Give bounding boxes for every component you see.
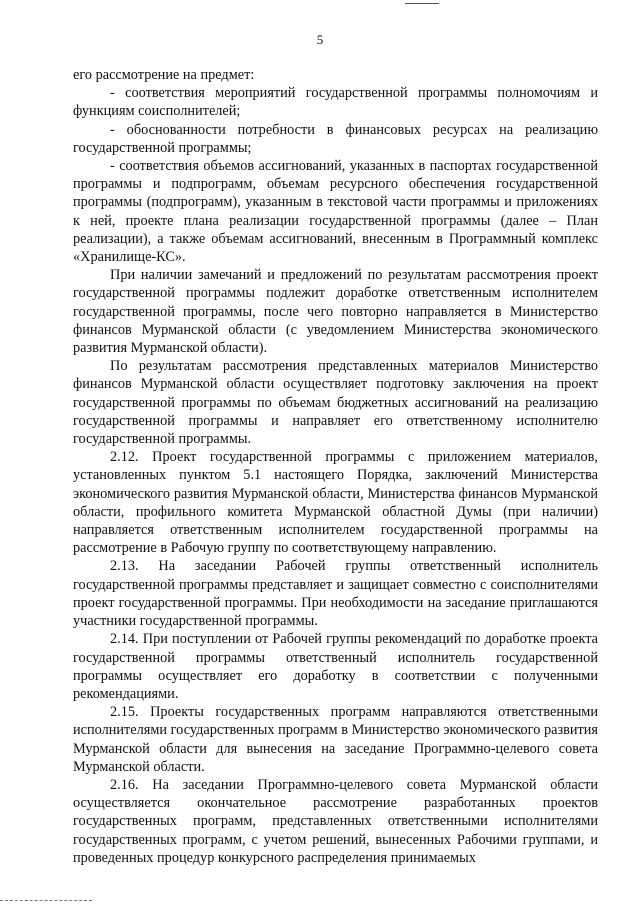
paragraph-2-12: 2.12. Проект государственной программы с приложением материалов, установленных пунктом 5.1 настоящего Порядка, заключений Министерства экономического развития Мурманской области, Министерства финансов Мурманской области, профильного комитета Мурманской областной Думы (при наличии) направляется ответственным исполнителем государственной программы на рассмотрение в Рабочую группу по соответствующему направлению. [73, 449, 598, 557]
paragraph-2-15: 2.15. Проекты государственных программ направляются ответственными исполнителями государственных программ в Министерство экономического развития Мурманской области для вынесения на заседание Программно-целевого совета Мурманской области. [73, 704, 598, 775]
list-item-financial-needs: - обоснованности потребности в финансовых ресурсах на реализацию государственной программы; [73, 121, 598, 156]
top-edge-mark [405, 3, 439, 4]
list-item-functions: - соответствия мероприятий государственной программы полномочиям и функциям соисполнителей; [73, 85, 598, 120]
paragraph-remarks: При наличии замечаний и предложений по результатам рассмотрения проект государственной программы подлежит доработке ответственным исполнителем государственной программы, после чего повторно направляется в Министерство финансов Мурманской области (с уведомлением Министерства экономического развития Мурманской области). [73, 267, 598, 357]
paragraph-finance-conclusion: По результатам рассмотрения представленных материалов Министерство финансов Мурманской области осуществляет подготовку заключения на проект государственной программы по объемам бюджетных ассигнований на реализацию государственной программы и направляет его ответственному исполнителю государственной программы. [73, 358, 598, 448]
paragraph-2-16: 2.16. На заседании Программно-целевого совета Мурманской области осуществляется окончательное рассмотрение разработанных проектов государственных программ, представленных ответственными исполнителями государственных программ, с учетом решений, вынесенных Рабочими группами, и проведенных процедур конкурсного распределения принимаемых [73, 776, 598, 866]
bottom-edge-line [0, 900, 92, 902]
document-body [73, 66, 598, 867]
paragraph-intro: его рассмотрение на предмет: [73, 67, 255, 83]
paragraph-2-14: 2.14. При поступлении от Рабочей группы рекомендаций по доработке проекта государственной программы ответственный исполнитель государственной программы осуществляет его доработку в соответствии с полученными рекомендациями. [73, 631, 598, 702]
list-item-allocations: - соответствия объемов ассигнований, указанных в паспортах государственной программы и подпрограмм, объемам ресурсного обеспечения государственной программы (подпрограмм), указанным в текстовой части программы и приложениях к ней, проекте плана реализации государственной программы (далее – План реализации), а также объемам ассигнований, внесенным в Программный комплекс «Хранилище-КС». [73, 158, 598, 266]
paragraph-2-13: 2.13. На заседании Рабочей группы ответственный исполнитель государственной программы представляет и защищает совместно с соисполнителями проект государственной программы. При необходимости на заседание приглашаются участники государственной программы. [73, 558, 598, 630]
page-number: 5 [316, 32, 324, 47]
